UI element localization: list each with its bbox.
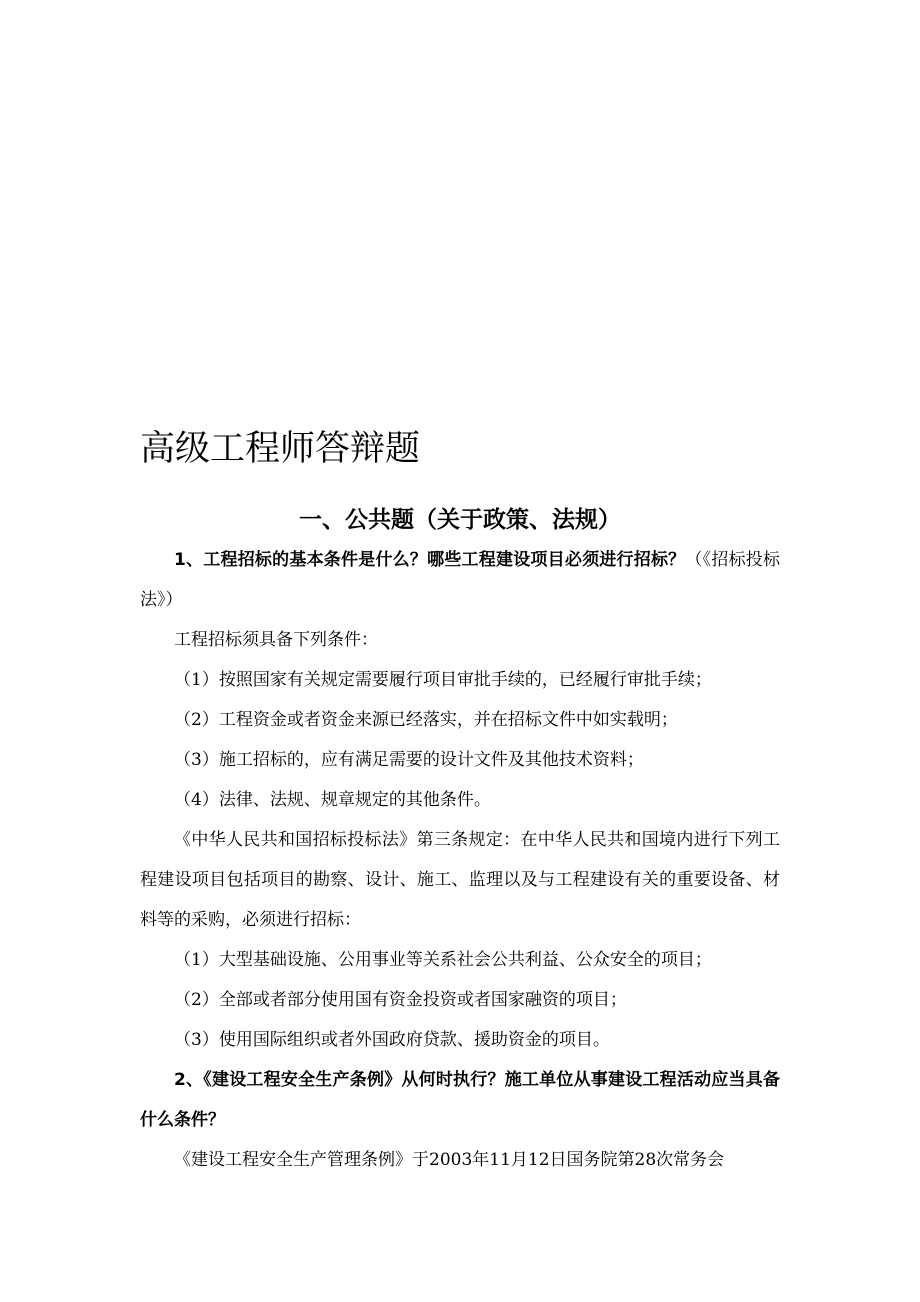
paragraph-project-2: （2）全部或者部分使用国有资金投资或者国家融资的项目；: [174, 990, 627, 1010]
question-2: [140, 1060, 780, 1140]
paragraph-condition-1: （1）按照国家有关规定需要履行项目审批手续的，已经履行审批手续；: [174, 670, 712, 690]
question-1-text: 1、工程招标的基本条件是什么？哪些工程建设项目必须进行招标？: [174, 550, 686, 570]
paragraph-conditions-intro: 工程招标须具备下列条件：: [174, 630, 378, 650]
question-1: [140, 540, 780, 620]
question-2-text: 2、《建设工程安全生产条例》从何时执行？施工单位从事建设工程活动应当具备什么条件？: [140, 1070, 780, 1130]
paragraph-project-1: （1）大型基础设施、公用事业等关系社会公共利益、公众安全的项目；: [174, 950, 712, 970]
paragraph-condition-4: （4）法律、法规、规章规定的其他条件。: [174, 790, 491, 810]
paragraph-condition-2: （2）工程资金或者资金来源已经落实，并在招标文件中如实载明；: [174, 710, 678, 730]
paragraph-condition-3: （3）施工招标的，应有满足需要的设计文件及其他技术资料；: [174, 750, 644, 770]
document-body: [140, 540, 780, 1180]
paragraph-regulation-intro: 《建设工程安全生产管理条例》于2003年11月12日国务院第28次常务会: [174, 1150, 725, 1170]
section-heading: 一、公共题（关于政策、法规）: [299, 507, 621, 533]
document-title: 高级工程师答辩题: [140, 429, 421, 469]
paragraph-project-3: （3）使用国际组织或者外国政府贷款、援助资金的项目。: [174, 1030, 610, 1050]
paragraph-law-article-3: 《中华人民共和国招标投标法》第三条规定：在中华人民共和国境内进行下列工程建设项目包括项目的勘察、设计、施工、监理以及与工程建设有关的重要设备、材料等的采购，必须进行招标：: [140, 830, 780, 930]
question-1-source-note: （《招标投标法》）: [140, 550, 780, 610]
